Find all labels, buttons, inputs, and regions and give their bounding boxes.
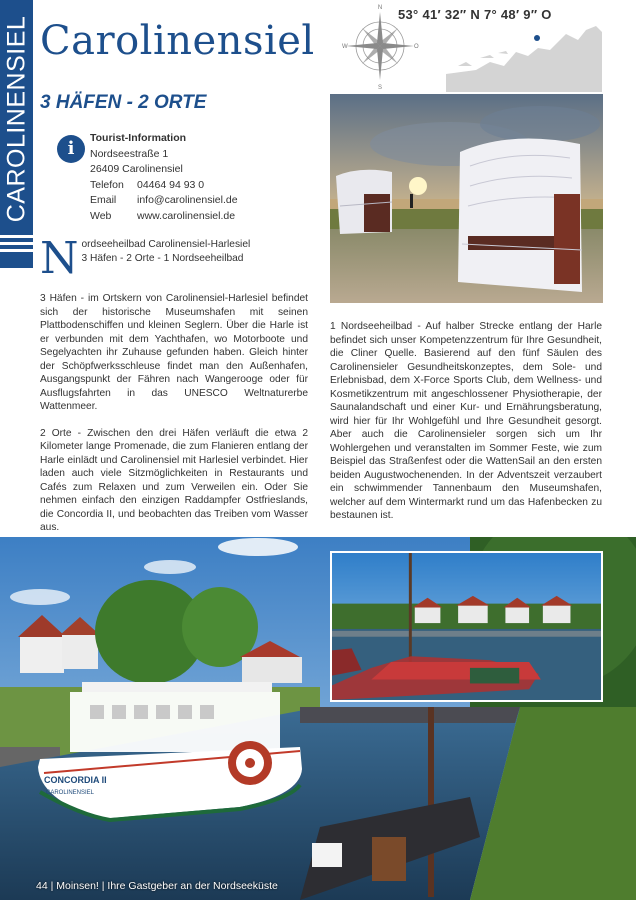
page-footer: 44 | Moinsen! | Ihre Gastgeber an der Nordseeküste <box>36 880 278 892</box>
info-street: Nordseestraße 1 <box>90 147 169 160</box>
intro-line-1: ordseeheilbad Carolinensiel-Harlesiel <box>81 239 251 250</box>
web-link[interactable]: www.carolinensiel.de <box>137 209 236 222</box>
side-label: CAROLINENSIEL <box>2 15 30 223</box>
compass-w: W <box>342 44 348 50</box>
phone-label: Telefon <box>90 178 124 191</box>
location-map <box>446 22 602 92</box>
page-subtitle: 3 HÄFEN - 2 ORTE <box>40 92 207 113</box>
boat-home: CAROLINENSIEL <box>46 790 95 796</box>
location-marker <box>534 35 540 41</box>
dropcap: N <box>40 233 79 284</box>
beach-chairs-photo <box>330 94 603 303</box>
web-label: Web <box>90 209 112 222</box>
coordinates: 53° 41′ 32″ N 7° 48′ 9″ O <box>398 7 552 22</box>
phone-value: 04464 94 93 0 <box>137 178 205 191</box>
email-link[interactable]: info@carolinensiel.de <box>137 194 238 206</box>
compass-o: O <box>414 44 419 50</box>
tourist-info <box>90 131 238 224</box>
page-title: Carolinensiel <box>40 18 315 64</box>
paragraph-orte: 2 Orte - Zwischen den drei Häfen verläuft die etwa 2 Kilometer lange Promenade, die zum Flanieren entlang der Harle einlädt und Carolinensiel mit Harlesiel verbindet. Hier laden auch viele Sitzmöglichkeiten in Restaurants und Cafés zum Relaxen und zum Verweilen ein. Oder Sie nehmen einfach den einzigen Raddampfer Ostfrieslands, die Concordia II, und beobachten das Treiben vom Wasser aus. <box>40 427 308 533</box>
concordia-steamer <box>38 682 302 820</box>
museum-harbor-photo <box>330 551 603 702</box>
compass-s: S <box>377 85 383 90</box>
boat-name: CONCORDIA II <box>44 775 107 785</box>
info-icon: i <box>57 135 85 163</box>
compass-n: N <box>377 5 383 11</box>
intro-line-2: 3 Häfen - 2 Orte - 1 Nordseeheilbad <box>81 252 244 264</box>
paragraph-nordseeheilbad: 1 Nordseeheilbad - Auf halber Strecke entlang der Harle befindet sich unser Kompetenzzentrum für Ihre Gesundheit, die Cliner Quelle. Basierend auf den fünf Säulen des Carolinensieler Gesundheitskonzeptes, dem Sole- und Erlebnisbad, dem X-Force Sports Club, dem Wellness- und Kosmetikzentrum mit angeschlossener Physiotherapie, der Saunalandschaft und einer Kur- und Ernährungsberatung, wird hier für Ihr Wohlgefühl und Ihre Gesundheit gesorgt. Aber auch die Carolinensieler sorgen sich um Ihr Wohlergehen und veranstalten im Sommer Feste, wie zum Beispiel das Straßenfest oder die WattenSail an den ersten beiden Augustwochenenden. In der Adventszeit verzaubert ein schwimmender Tannenbaum den Museumshafen, welcher auf dem Wintermarkt rund um das Hafenbecken zu bestaunen ist. <box>330 321 602 521</box>
left-text-column <box>40 233 308 535</box>
info-city: 26409 Carolinensiel <box>90 163 183 175</box>
paragraph-haefen: 3 Häfen - im Ortskern von Carolinensiel-Harlesiel befindet sich der historische Museumshafen mit seinen Plattbodenschiffen und kleinen Seglern. Über die Harle ist er verbunden mit dem Yachthafen, wo Motorboote und Segelyachten ihr Zuhause gefunden haben. Gleich hinter der Schöpfwerksschleuse findet man den Außenhafen, Ausgangspunkt der Fähren nach Wangerooge oder für Ausflugsfahrten in das UNESCO Weltnaturerbe Wattenmeer. <box>40 293 308 412</box>
info-heading: Tourist-Information <box>90 132 187 144</box>
right-text-column <box>330 320 602 523</box>
email-label: Email <box>90 194 117 206</box>
side-brand-bar <box>0 0 33 268</box>
side-decor-lines <box>0 235 33 256</box>
